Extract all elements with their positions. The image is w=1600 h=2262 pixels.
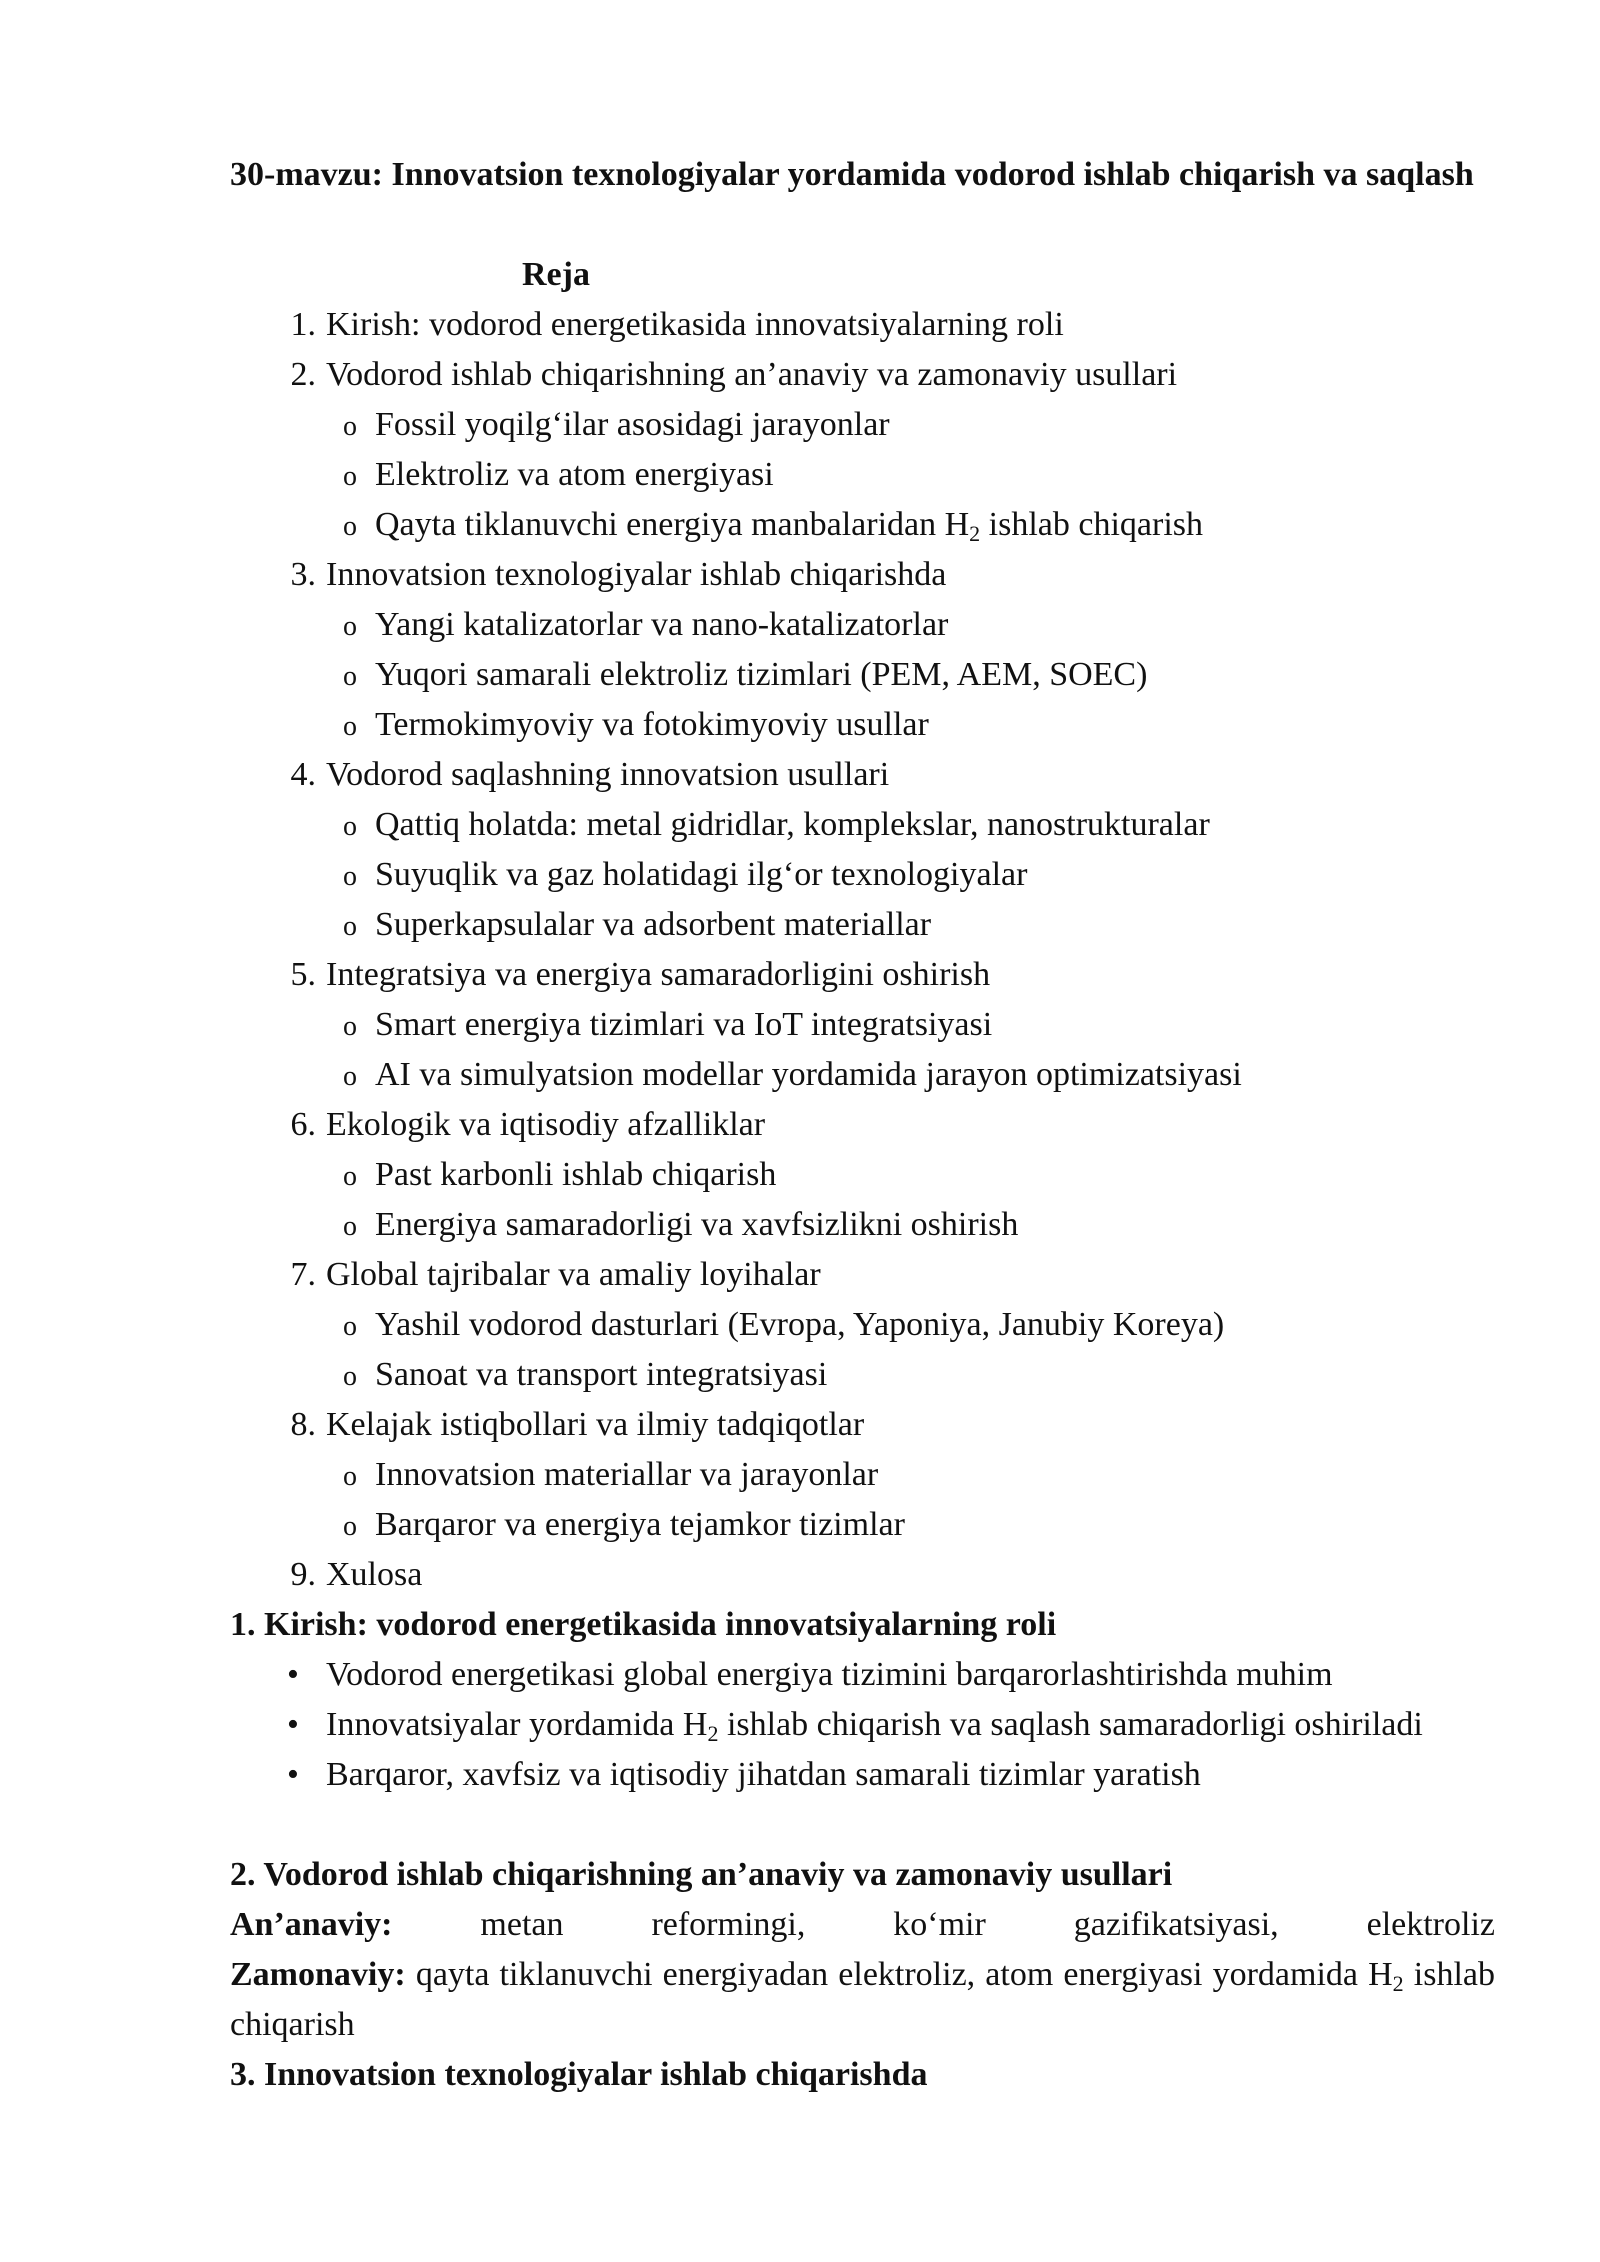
- plan-subitem-text: Termokimyoviy va fotokimyoviy usullar: [375, 706, 929, 743]
- text-run: ishlab chiqarish va saqlash samaradorligi oshiriladi: [718, 1706, 1423, 1743]
- plan-item: [230, 300, 1530, 350]
- bullet-icon: •: [287, 1656, 299, 1693]
- plan-subitem: [230, 500, 1530, 550]
- circle-bullet-icon: o: [343, 511, 357, 542]
- plan-item-text: Kelajak istiqbollari va ilmiy tadqiqotlar: [326, 1406, 865, 1443]
- plan-subitem: [230, 1200, 1530, 1250]
- plan-item: [230, 750, 1530, 800]
- plan-item-number: 4.: [290, 756, 316, 793]
- circle-bullet-icon: o: [343, 1461, 357, 1492]
- plan-subitem-text: Yuqori samarali elektroliz tizimlari (PEM, AEM, SOEC): [375, 656, 1148, 693]
- plan-item-number: 9.: [290, 1556, 316, 1593]
- plan-item-text: Global tajribalar va amaliy loyihalar: [326, 1256, 821, 1293]
- plan-subitem-text: Innovatsion materiallar va jarayonlar: [375, 1456, 879, 1493]
- plan-item: [230, 1400, 1530, 1450]
- circle-bullet-icon: o: [343, 1011, 357, 1042]
- text-run: qayta tiklanuvchi energiyadan elektroliz, atom energiyasi yordamida H: [415, 1956, 1393, 1993]
- plan-subitem: [230, 1000, 1530, 1050]
- plan-subitem-text: Fossil yoqilg‘ilar asosidagi jarayonlar: [375, 406, 890, 443]
- bullet-icon: •: [287, 1706, 299, 1743]
- plan-subitem-text: AI va simulyatsion modellar yordamida jarayon optimizatsiyasi: [375, 1056, 1242, 1093]
- plan-subitem: [230, 1500, 1530, 1550]
- plan-item-number: 2.: [290, 356, 316, 393]
- plan-subitem-text: Past karbonli ishlab chiqarish: [375, 1156, 777, 1193]
- text-run: ishlab chiqarish: [980, 506, 1203, 543]
- subscript: 2: [1392, 1971, 1404, 1996]
- plan-subitem-text: Suyuqlik va gaz holatidagi ilg‘or texnologiyalar: [375, 856, 1028, 893]
- plan-subitem-text: Yangi katalizatorlar va nano-katalizatorlar: [375, 606, 949, 643]
- text-run: Qayta tiklanuvchi energiya manbalaridan H: [375, 506, 970, 543]
- plan-subitem: [230, 1150, 1530, 1200]
- plan-subitem-text: [375, 500, 1203, 550]
- plan-item-number: 3.: [290, 556, 316, 593]
- plan-item-number: 8.: [290, 1406, 316, 1443]
- plan-subitem: [230, 1350, 1530, 1400]
- plan-item-text: Integratsiya va energiya samaradorligini oshirish: [326, 956, 991, 993]
- section-methods: [230, 1850, 1495, 2050]
- list-item: [230, 1700, 1495, 1750]
- plan-item-number: 7.: [290, 1256, 316, 1293]
- plan-subitem: [230, 800, 1530, 850]
- plan-item-text: Xulosa: [326, 1556, 423, 1593]
- subscript: 2: [707, 1721, 719, 1746]
- plan-item-text: Vodorod saqlashning innovatsion usullari: [326, 756, 890, 793]
- plan-item: [230, 350, 1530, 400]
- modern-label: Zamonaviy:: [230, 1956, 406, 1993]
- plan-subitem: [230, 900, 1530, 950]
- plan-item-text: Ekologik va iqtisodiy afzalliklar: [326, 1106, 766, 1143]
- traditional-text: metan reformingi, ko‘mir gazifikatsiyasi, elektroliz: [480, 1906, 1495, 1943]
- circle-bullet-icon: o: [343, 1361, 357, 1392]
- plan-subitem: [230, 1050, 1530, 1100]
- plan-item: [230, 1250, 1530, 1300]
- plan-item: [230, 550, 1530, 600]
- section-innovative: [230, 2050, 1495, 2100]
- plan-item-number: 6.: [290, 1106, 316, 1143]
- plan-item-text: Innovatsion texnologiyalar ishlab chiqarishda: [326, 556, 947, 593]
- circle-bullet-icon: o: [343, 1061, 357, 1092]
- circle-bullet-icon: o: [343, 611, 357, 642]
- plan-subitem: [230, 400, 1530, 450]
- plan-item-number: 1.: [290, 306, 316, 343]
- plan-subitem: [230, 450, 1530, 500]
- plan-subitem-text: Elektroliz va atom energiyasi: [375, 456, 774, 493]
- text-run: Innovatsiyalar yordamida H: [326, 1706, 708, 1743]
- plan-subitem: [230, 600, 1530, 650]
- list-item-text: Barqaror, xavfsiz va iqtisodiy jihatdan samarali tizimlar yaratish: [326, 1756, 1201, 1793]
- page-title: 30-mavzu: Innovatsion texnologiyalar yordamida vodorod ishlab chiqarish va saqlash: [230, 156, 1474, 193]
- circle-bullet-icon: o: [343, 711, 357, 742]
- plan-item-text: Kirish: vodorod energetikasida innovatsiyalarning roli: [326, 306, 1064, 343]
- section-heading: 1. Kirish: vodorod energetikasida innovatsiyalarning roli: [230, 1606, 1057, 1643]
- modern-paragraph: [230, 1950, 1495, 2050]
- plan-subitem-text: Yashil vodorod dasturlari (Evropa, Yaponiya, Janubiy Koreya): [375, 1306, 1225, 1343]
- circle-bullet-icon: o: [343, 1311, 357, 1342]
- plan-subitem: [230, 1300, 1530, 1350]
- plan-subitem: [230, 650, 1530, 700]
- plan-heading: Reja: [522, 256, 590, 293]
- subscript: 2: [969, 521, 981, 546]
- plan-subitem-text: Smart energiya tizimlari va IoT integratsiyasi: [375, 1006, 993, 1043]
- plan-list: [230, 300, 1530, 1600]
- traditional-label: An’anaviy:: [230, 1906, 393, 1943]
- circle-bullet-icon: o: [343, 411, 357, 442]
- plan-item: [230, 1100, 1530, 1150]
- circle-bullet-icon: o: [343, 1211, 357, 1242]
- plan-subitem: [230, 700, 1530, 750]
- circle-bullet-icon: o: [343, 461, 357, 492]
- list-item-text: [326, 1700, 1495, 1750]
- plan-item-text: Vodorod ishlab chiqarishning an’anaviy va zamonaviy usullari: [326, 356, 1178, 393]
- plan-subitem-text: Barqaror va energiya tejamkor tizimlar: [375, 1506, 905, 1543]
- traditional-paragraph: [230, 1900, 1495, 1950]
- bullet-icon: •: [287, 1756, 299, 1793]
- circle-bullet-icon: o: [343, 861, 357, 892]
- circle-bullet-icon: o: [343, 1161, 357, 1192]
- list-item: [230, 1650, 1495, 1700]
- plan-subitem-text: Superkapsulalar va adsorbent materiallar: [375, 906, 932, 943]
- list-item-text: Vodorod energetikasi global energiya tizimini barqarorlashtirishda muhim: [326, 1656, 1333, 1693]
- plan-subitem-text: Qattiq holatda: metal gidridlar, komplekslar, nanostrukturalar: [375, 806, 1210, 843]
- text-run: ishlab chiqarish: [230, 1956, 1496, 2043]
- plan-subitem-text: Sanoat va transport integratsiyasi: [375, 1356, 828, 1393]
- circle-bullet-icon: o: [343, 911, 357, 942]
- plan-item: [230, 1550, 1530, 1600]
- list-item: [230, 1750, 1495, 1800]
- plan-subitem-text: Energiya samaradorligi va xavfsizlikni oshirish: [375, 1206, 1019, 1243]
- section-heading: 3. Innovatsion texnologiyalar ishlab chiqarishda: [230, 2056, 928, 2093]
- plan-item-number: 5.: [290, 956, 316, 993]
- plan-item: [230, 950, 1530, 1000]
- section-introduction: [230, 1600, 1495, 1800]
- plan-subitem: [230, 1450, 1530, 1500]
- plan-subitem: [230, 850, 1530, 900]
- circle-bullet-icon: o: [343, 661, 357, 692]
- circle-bullet-icon: o: [343, 1511, 357, 1542]
- circle-bullet-icon: o: [343, 811, 357, 842]
- section-heading: 2. Vodorod ishlab chiqarishning an’anaviy va zamonaviy usullari: [230, 1856, 1173, 1893]
